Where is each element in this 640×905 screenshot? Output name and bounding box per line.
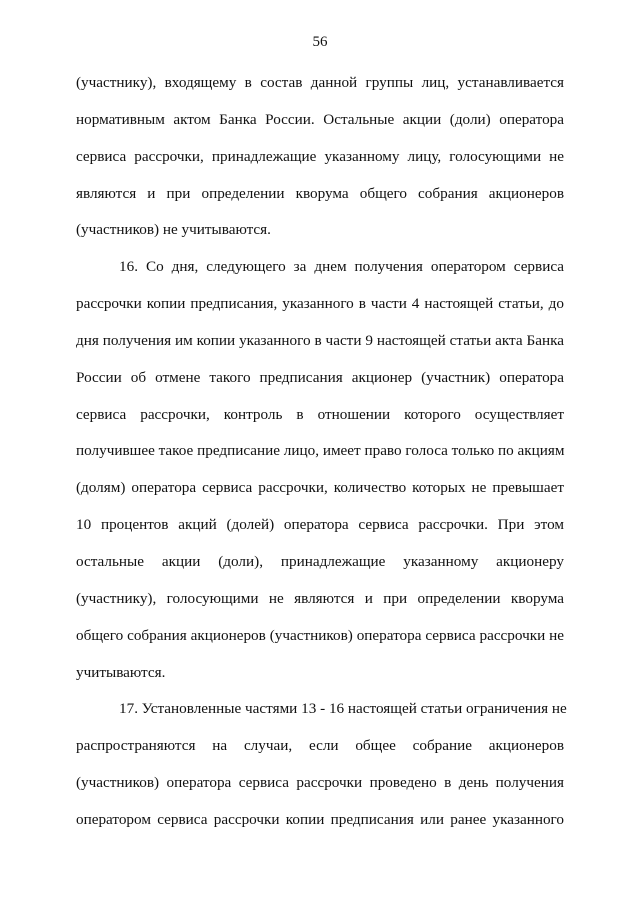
text-line: учитываются. xyxy=(76,663,166,681)
text-line: получившее такое предписание лицо, имеет право голоса только по акциям xyxy=(76,442,565,460)
body-text xyxy=(76,69,567,843)
text-line: 16. Со дня, следующего за днем получения оператором сервиса xyxy=(119,258,564,276)
page-number: 56 xyxy=(312,34,328,50)
text-line: России об отмене такого предписания акционер (участник) оператора xyxy=(76,368,564,386)
text-line: (участников) оператора сервиса рассрочки проведено в день получения xyxy=(76,774,564,792)
text-line: (участников) не учитываются. xyxy=(76,221,271,239)
text-line: сервиса рассрочки, контроль в отношении которого осуществляет xyxy=(76,405,564,423)
text-line: рассрочки копии предписания, указанного в части 4 настоящей статьи, до xyxy=(76,295,564,313)
text-line: дня получения им копии указанного в части 9 настоящей статьи акта Банка xyxy=(76,331,564,349)
text-line: (участнику), входящему в состав данной группы лиц, устанавливается xyxy=(76,74,564,91)
text-line: нормативным актом Банка России. Остальные акции (доли) оператора xyxy=(76,110,564,128)
text-line: распространяются на случаи, если общее собрание акционеров xyxy=(76,737,564,755)
text-line: оператором сервиса рассрочки копии предписания или ранее указанного xyxy=(76,810,564,828)
text-line: (долям) оператора сервиса рассрочки, количество которых не превышает xyxy=(76,479,564,497)
text-line: 17. Установленные частями 13 - 16 настоящей статьи ограничения не xyxy=(119,700,567,718)
text-line: остальные акции (доли), принадлежащие указанному акционеру xyxy=(76,552,564,570)
text-line: 10 процентов акций (долей) оператора сервиса рассрочки. При этом xyxy=(76,516,564,534)
text-line: сервиса рассрочки, принадлежащие указанному лицу, голосующими не xyxy=(76,147,564,165)
text-line: (участнику), голосующими не являются и при определении кворума xyxy=(76,589,564,607)
text-line: общего собрания акционеров (участников) оператора сервиса рассрочки не xyxy=(76,626,564,644)
text-line: являются и при определении кворума общего собрания акционеров xyxy=(76,184,564,202)
